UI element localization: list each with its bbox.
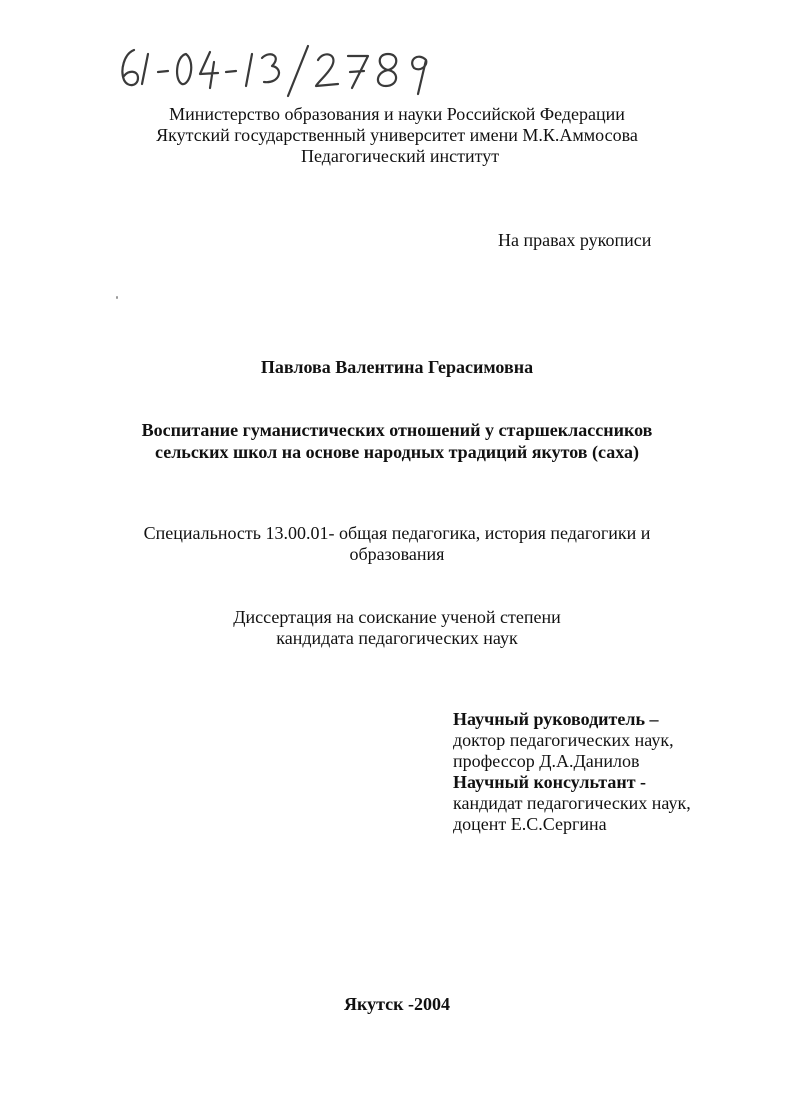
thesis-title-line-2: сельских школ на основе народных традиций якутов (саха) <box>155 442 639 462</box>
ministry-name: Министерство образования и науки Российской Федерации <box>169 104 625 124</box>
handwritten-archive-number <box>112 40 452 100</box>
consultant-name: доцент Е.С.Сергина <box>453 814 607 834</box>
specialty-line-1: Специальность 13.00.01- общая педагогика, история педагогики и <box>143 523 651 543</box>
institute-name: Педагогический институт <box>301 146 500 166</box>
consultant-degree: кандидат педагогических наук, <box>453 793 691 813</box>
dissertation-line-1: Диссертация на соискание ученой степени <box>233 607 561 627</box>
supervisor-label: Научный руководитель – <box>453 709 659 729</box>
consultant-label: Научный консультант - <box>453 772 647 792</box>
supervisor-name: профессор Д.А.Данилов <box>453 751 640 771</box>
dissertation-line-2: кандидата педагогических наук <box>276 628 518 648</box>
specialty-line-2: образования <box>349 544 445 564</box>
thesis-title-line-1: Воспитание гуманистических отношений у старшеклассников <box>141 420 653 440</box>
city-year: Якутск -2004 <box>343 994 451 1014</box>
author-name: Павлова Валентина Герасимовна <box>260 357 534 377</box>
scan-speck <box>116 296 118 299</box>
supervisor-degree: доктор педагогических наук, <box>453 730 674 750</box>
university-name: Якутский государственный университет имени М.К.Аммосова <box>156 125 638 145</box>
manuscript-note: На правах рукописи <box>498 230 652 250</box>
